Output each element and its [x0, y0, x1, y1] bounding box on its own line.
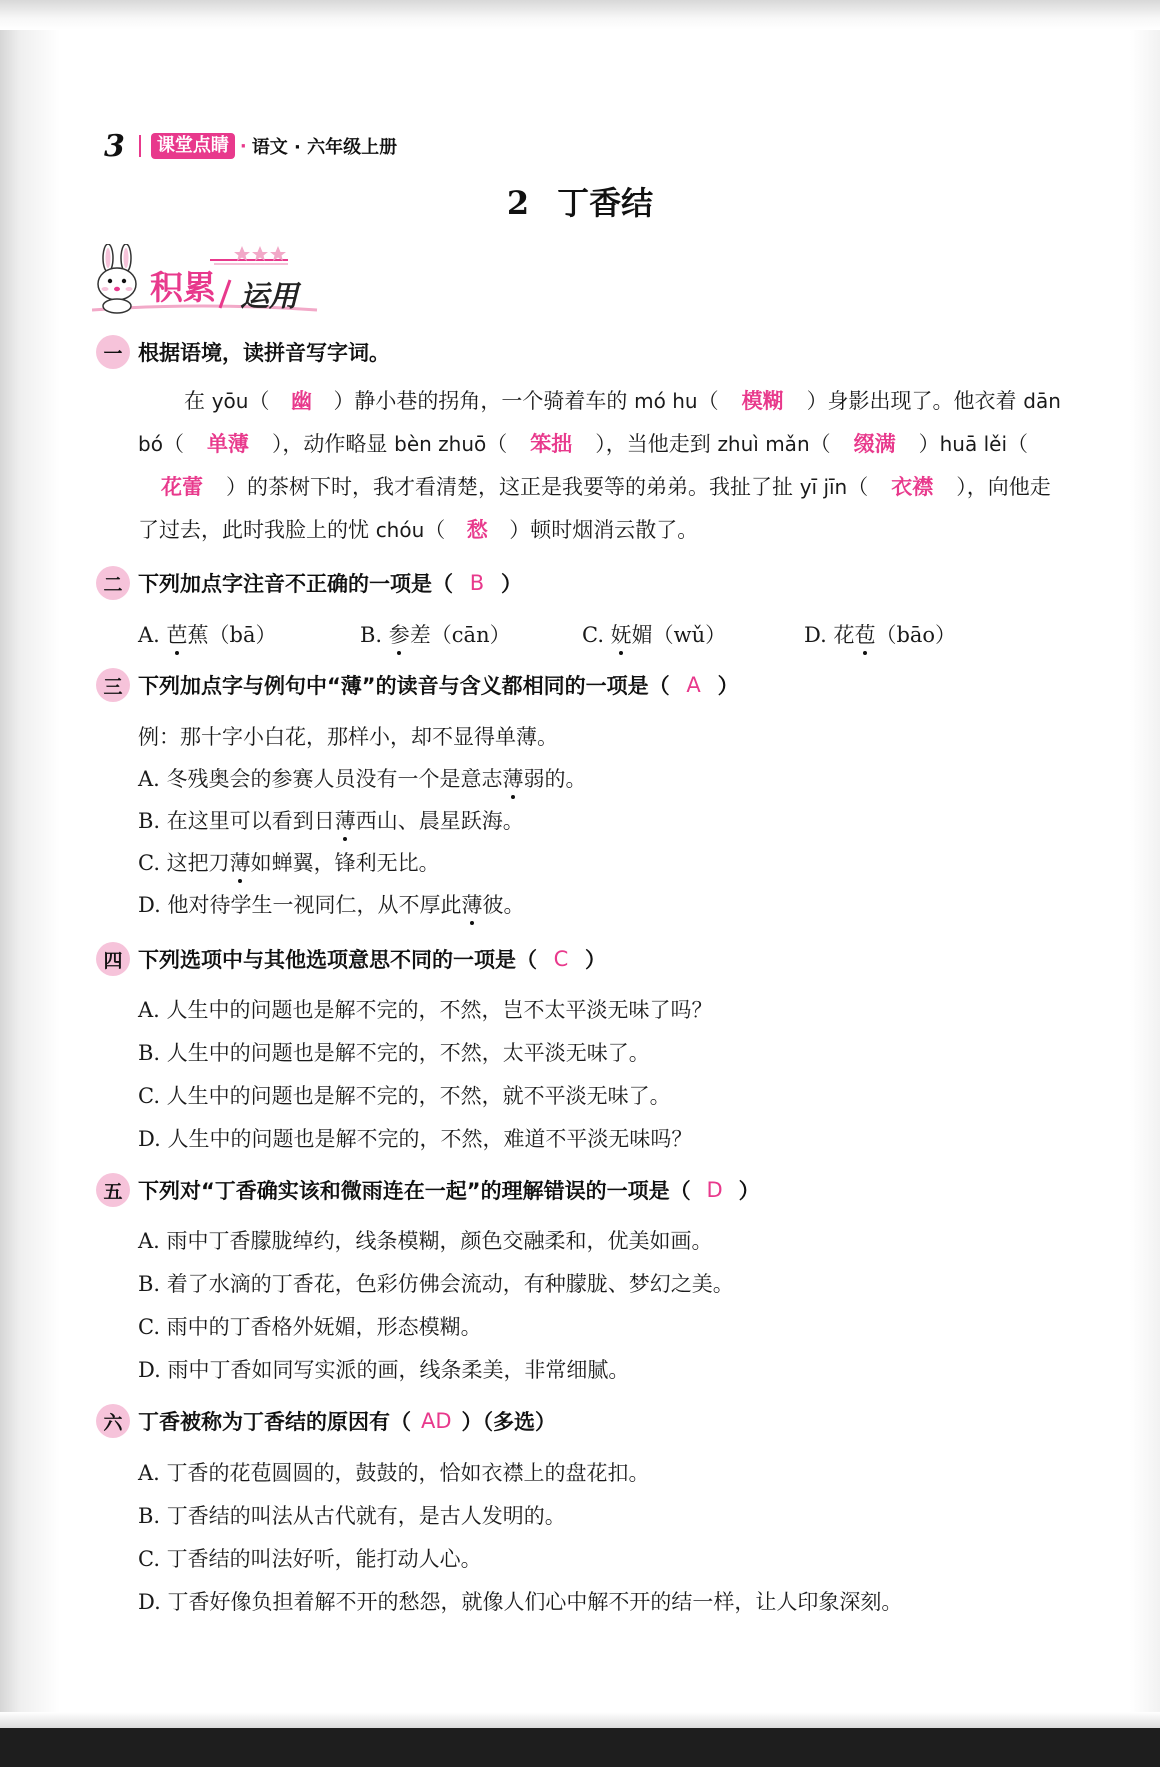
passage-text: ），向 [956, 475, 1009, 499]
header-divider [139, 135, 141, 157]
option-b: B. 着了水滴的丁香花，色彩仿佛会流动，有种朦胧、梦幻之美。 [138, 1272, 734, 1296]
pinyin-prompt: mó hu [634, 389, 698, 413]
question-prompt: 下列加点字注音不正确的一项是（ [138, 572, 453, 596]
option-b: B. 在这里可以看到日薄西山、晨星跃海。 [138, 806, 524, 836]
pinyin-prompt: yī jīn [799, 475, 848, 499]
page-header [104, 128, 397, 164]
question-2-options [138, 620, 1068, 650]
question-number-badge: 三 [96, 668, 130, 702]
filled-answer: 衣襟 [891, 475, 934, 499]
passage-text: 在 [184, 389, 212, 413]
question-prompt: 下列选项中与其他选项意思不同的一项是（ [138, 948, 537, 972]
option-b: B. 丁香结的叫法从古代就有，是古人发明的。 [138, 1504, 566, 1528]
lesson-title [0, 178, 1160, 224]
filled-answer: 缀满 [853, 432, 896, 456]
question-prompt: 丁香被称为丁香结的原因有（ [138, 1410, 411, 1434]
pinyin-prompt: zhuì mǎn [717, 432, 810, 456]
option-d: D. 雨中丁香如同写实派的画，线条柔美，非常细腻。 [138, 1358, 630, 1382]
question-prompt: 下列加点字与例句中“薄”的读音与含义都相同的一项是（ [138, 674, 670, 698]
lesson-name: 丁香结 [557, 184, 654, 222]
answer-value: AD [421, 1409, 452, 1433]
option-a: A. 丁香的花苞圆圆的，鼓鼓的，恰如衣襟上的盘花扣。 [138, 1461, 650, 1485]
passage-text: （ [424, 518, 446, 542]
filled-answer: 笨拙 [530, 432, 573, 456]
option-a: A. 人生中的问题也是解不完的，不然，岂不太平淡无味了吗？ [138, 998, 713, 1022]
passage-text: （ [162, 432, 184, 456]
section-title-accumulate: 积累 [150, 268, 216, 307]
pinyin-prompt: dān bó [138, 389, 1061, 456]
question-number-badge: 一 [96, 335, 130, 369]
answer-value: D [706, 1178, 723, 1202]
passage-text: （ [809, 432, 831, 456]
subject-grade: 语文 · 六年级上册 [251, 137, 398, 158]
question-prompt: 根据语境，读拼音写字词。 [138, 341, 390, 365]
filled-answer: 愁 [466, 518, 488, 542]
pinyin-prompt: bèn zhuō [394, 432, 487, 456]
option-c: C. 人生中的问题也是解不完的，不然，就不平淡无味了。 [138, 1084, 671, 1108]
passage-text: ）身影出现了。他衣着 [806, 389, 1024, 413]
filled-answer: 单薄 [206, 432, 249, 456]
pinyin-prompt: huā lěi [939, 432, 1008, 456]
question-1-passage [138, 380, 1066, 552]
question-number-badge: 二 [96, 566, 130, 600]
question-3-example: 例：那十字小白花，那样小，却不显得单薄。 [138, 725, 558, 749]
option-c: C. 这把刀薄如蝉翼，锋利无比。 [138, 848, 440, 878]
prompt-close: ） [738, 1179, 760, 1203]
passage-text: ），动作略显 [271, 432, 395, 456]
passage-text: ） [918, 432, 940, 456]
option-b: B. 人生中的问题也是解不完的，不然，太平淡无味了。 [138, 1041, 650, 1065]
question-number-badge: 六 [96, 1404, 130, 1438]
passage-text: （ [1007, 432, 1029, 456]
question-1-heading [96, 334, 390, 370]
question-number-badge: 五 [96, 1173, 130, 1207]
header-dot: · [239, 135, 247, 157]
option-a: A. 冬残奥会的参赛人员没有一个是意志薄弱的。 [138, 764, 587, 794]
passage-text: （ [486, 432, 508, 456]
question-5-heading [96, 1172, 760, 1208]
answer-value: A [686, 673, 701, 697]
passage-text: ）静小巷的拐角，一个骑着车的 [333, 389, 635, 413]
option-d: D. 人生中的问题也是解不完的，不然，难道不平淡无味吗？ [138, 1127, 693, 1151]
question-3-heading [96, 667, 739, 703]
series-brand-badge: 课堂点睛 [151, 133, 235, 159]
option-a: A. 芭蕉（bā） [138, 620, 360, 650]
option-a: A. 雨中丁香朦胧绰约，线条模糊，颜色交融柔和，优美如画。 [138, 1229, 713, 1253]
question-6-heading [96, 1403, 556, 1439]
prompt-close: ） [501, 572, 522, 596]
passage-text: ），当他走到 [595, 432, 718, 456]
lesson-number: 2 [506, 184, 530, 222]
section-title-apply: 运用 [240, 279, 299, 313]
passage-text: ）的茶树下时，我才看清楚，这正是我要等的弟弟。我扯了扯 [226, 475, 800, 499]
question-2-heading [96, 565, 522, 601]
pinyin-prompt: chóu [375, 518, 425, 542]
passage-text: ）顿时烟消云散了。 [509, 518, 699, 542]
option-c: C. 丁香结的叫法好听，能打动人心。 [138, 1547, 482, 1571]
answer-value: B [469, 571, 485, 595]
option-d: D. 他对待学生一视同仁，从不厚此薄彼。 [138, 890, 524, 920]
page-bottom-shadow [0, 1712, 1160, 1728]
passage-text: （ [697, 389, 719, 413]
page-number: 3 [104, 128, 125, 164]
pinyin-prompt: yōu [211, 389, 249, 413]
question-4-heading [96, 941, 606, 977]
section-badge [92, 244, 322, 316]
option-b: B. 参差（cān） [360, 620, 582, 650]
filled-answer: 模糊 [741, 389, 784, 413]
passage-text: （ [847, 475, 869, 499]
filled-answer: 花蕾 [161, 475, 203, 499]
option-d: D. 花苞（bāo） [804, 620, 1026, 650]
question-prompt: 下列对“丁香确实该和微雨连在一起”的理解错误的一项是（ [138, 1179, 691, 1203]
prompt-close: ） [717, 674, 739, 698]
option-c: C. 雨中的丁香格外妩媚，形态模糊。 [138, 1315, 482, 1339]
answer-value: C [553, 947, 569, 971]
passage-text: 他走了过去，此时我脸上的忧 [138, 475, 1051, 542]
passage-text: （ [248, 389, 270, 413]
option-c: C. 妩媚（wǔ） [582, 620, 804, 650]
prompt-close: ） [585, 948, 606, 972]
page-top-shadow [0, 0, 1160, 30]
option-d: D. 丁香好像负担着解不开的愁怨，就像人们心中解不开的结一样，让人印象深刻。 [138, 1590, 903, 1614]
question-number-badge: 四 [96, 942, 130, 976]
prompt-close: ）（多选） [461, 1410, 557, 1434]
filled-answer: 幽 [290, 389, 312, 413]
